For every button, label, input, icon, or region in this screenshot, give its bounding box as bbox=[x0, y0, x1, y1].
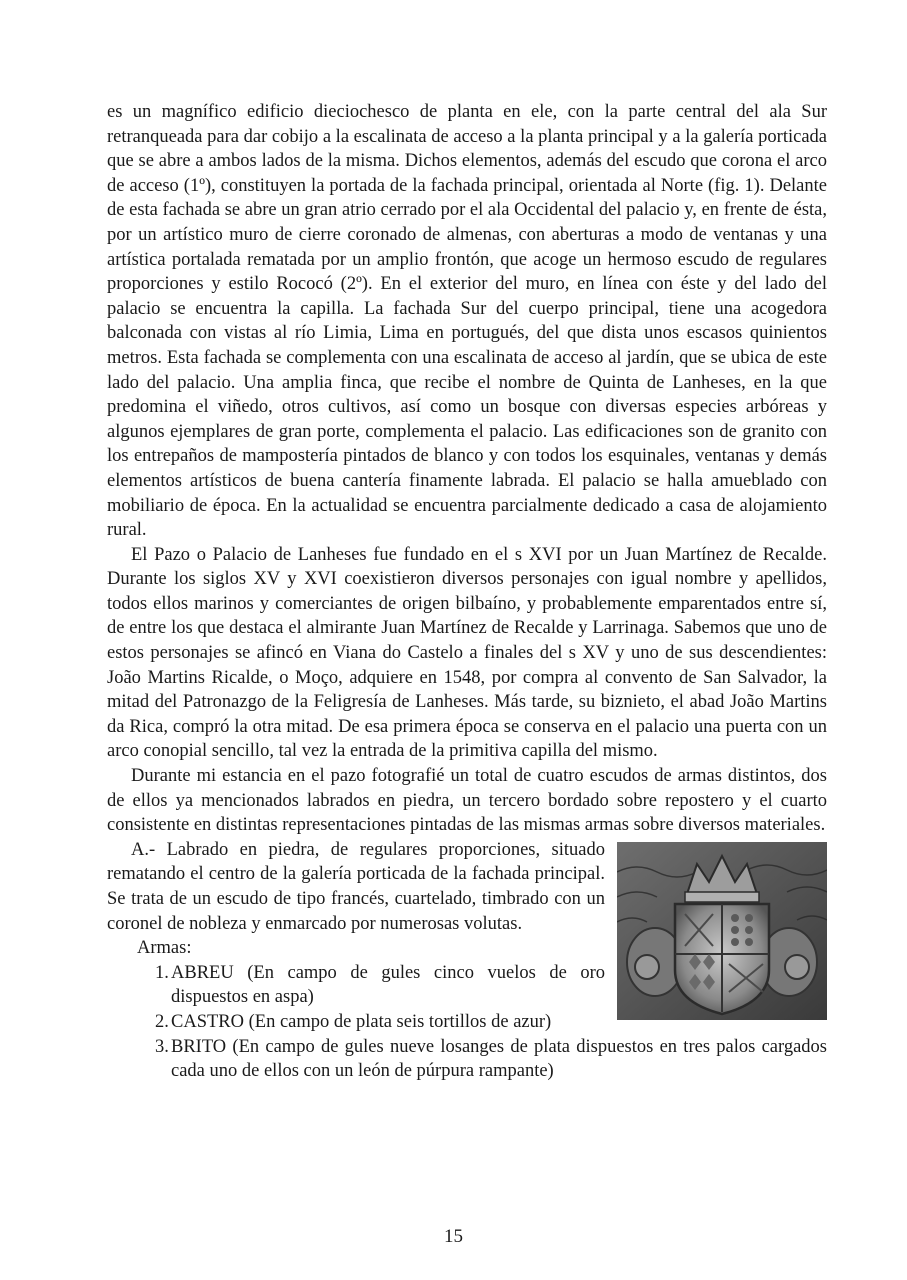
arms-list-item bbox=[155, 1010, 827, 1035]
arms-number: 3. bbox=[155, 1036, 169, 1057]
armas-label: Armas: bbox=[137, 938, 192, 959]
paragraph-1: es un magnífico edificio dieciochesco de planta en ele, con la parte central del ala Sur retranqueada para dar cobijo a la escalinata de acceso a la planta principal y a la galería porticada que se abre a ambos lados de la misma. Dichos elementos, además del escudo que corona el arco de acceso (1º), constituyen la portada de la fachada principal, orientada al Norte (fig. 1). Delante de esta fachada se abre un gran atrio cerrado por el ala Occidental del palacio y, en frente de ésta, por un artístico muro de cierre coronado de almenas, con aberturas a modo de ventanas y una artística portalada rematada por un amplio frontón, que acoge un hermoso escudo de regulares proporciones y estilo Rococó (2º). En el exterior del muro, en línea con éste y del lado del palacio se encuentra la capilla. La fachada Sur del cuerpo principal, tiene una acogedora balconada con vistas al río Limia, Lima en portugués, del que dista unos escasos quinientos metros. Esta fachada se complementa con una escalinata de acceso al jardín, que se ubica de este lado del palacio. Una amplia finca, que recibe el nombre de Quinta de Lanheses, en la que predomina el viñedo, otros cultivos, así como un bosque con diversas especies arbóreas y algunos ejemplares de gran porte, complementa el palacio. Las edificaciones son de granito con los entrepaños de mampostería pintados de blanco y con todos los esquinales, ventanas y demás elementos artísticos de buena cantería finamente labrada. El palacio se halla amueblado con mobiliario de época. En la actualidad se encuentra parcialmente dedicado a casa de alojamiento rural. bbox=[107, 102, 827, 541]
page-number: 15 bbox=[444, 1226, 463, 1247]
arms-text: BRITO (En campo de gules nueve losanges de plata dispuestos en tres palos cargados cada uno de ellos con un león de púrpura rampante) bbox=[171, 1036, 827, 1082]
arms-text: CASTRO (En campo de plata seis tortillos de azur) bbox=[171, 1011, 552, 1032]
paragraph-2: El Pazo o Palacio de Lanheses fue fundado en el s XVI por un Juan Martínez de Recalde. Durante los siglos XV y XVI coexistieron diversos personajes con igual nombre y apellidos, todos ellos marinos y comerciantes de origen bilbaíno, y probablemente emparentados entre sí, de entre los que destaca el almirante Juan Martínez de Recalde y Larrinaga. Sabemos que uno de estos personajes se afincó en Viana do Castelo a finales del s XV y uno de sus descendientes: João Martins Ricalde, o Moço, adquiere en 1548, por compra al convento de San Salvador, la mitad del Patronazgo de la Feligresía de Lanheses. Más tarde, su biznieto, el abad João Martins da Rica, compró la otra mitad. De esa primera época se conserva en el palacio una puerta con un arco conopial sencillo, tal vez la entrada de la primitiva capilla del mismo. bbox=[107, 544, 827, 762]
arms-number: 2. bbox=[155, 1011, 169, 1032]
arms-list-item bbox=[155, 961, 827, 1010]
arms-list bbox=[107, 961, 827, 1084]
paragraph-4: A.- Labrado en piedra, de regulares proporciones, situado rematando el centro de la galería porticada de la fachada principal. Se trata de un escudo de tipo francés, cuartelado, timbrado con un coronel de nobleza y enmarcado por numerosas volutas. bbox=[107, 839, 605, 934]
body-text bbox=[107, 100, 827, 1084]
arms-list-item bbox=[155, 1035, 827, 1084]
arms-number: 1. bbox=[155, 962, 169, 983]
section-a bbox=[107, 838, 827, 1084]
arms-text: ABREU (En campo de gules cinco vuelos de oro dispuestos en aspa) bbox=[171, 962, 605, 1008]
paragraph-3: Durante mi estancia en el pazo fotografié un total de cuatro escudos de armas distintos, dos de ellos ya mencionados labrados en piedra, un tercero bordado sobre repostero y el cuarto consistente en distintas representaciones pintadas de las mismas armas sobre diversos materiales. bbox=[107, 766, 827, 836]
